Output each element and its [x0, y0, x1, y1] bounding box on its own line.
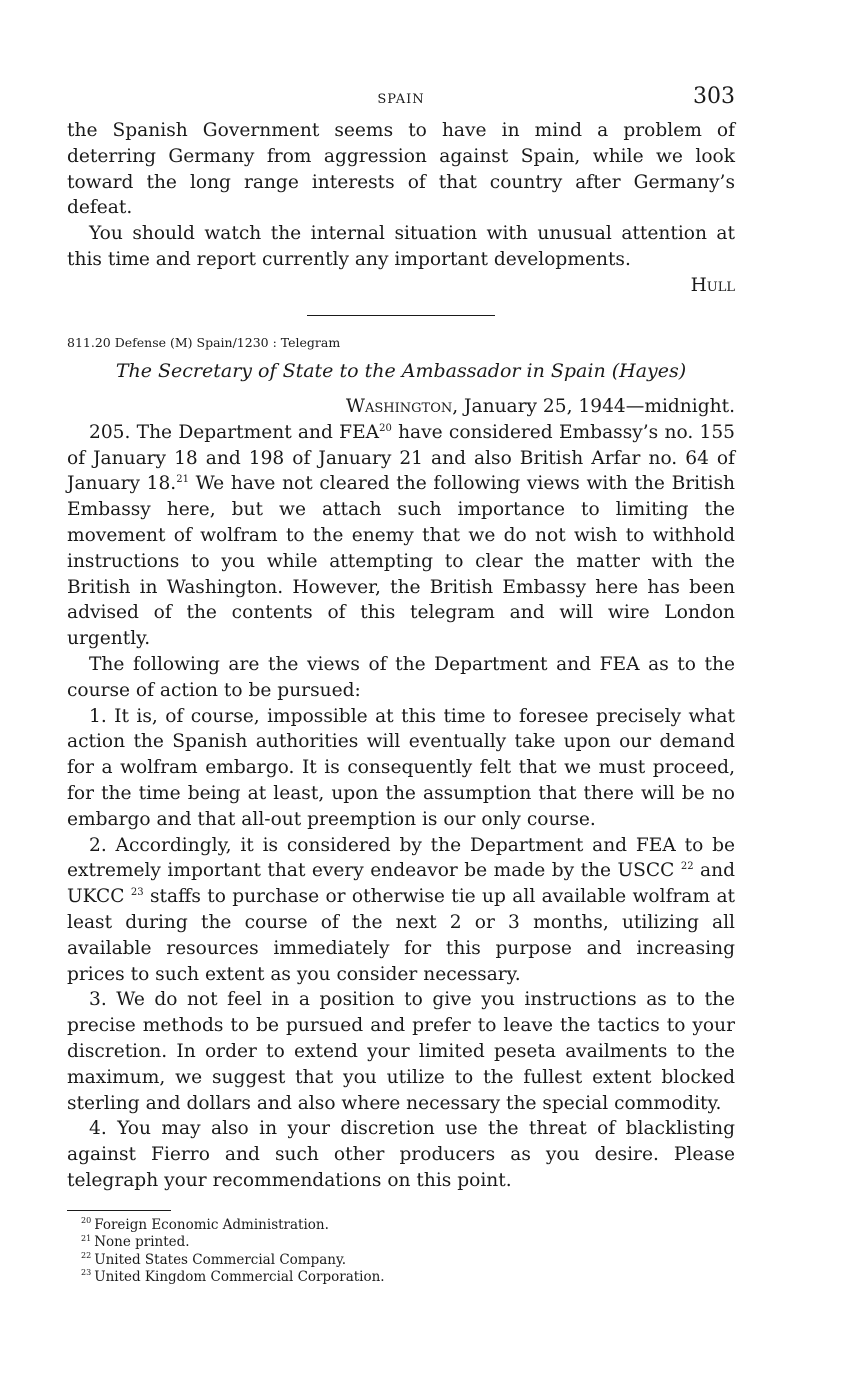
paragraph: The following are the views of the Department and FEA as to the course of action to be pursued: — [67, 653, 735, 701]
footnote-marker: 21 — [81, 1233, 92, 1243]
footnote-ref: 20 — [379, 422, 392, 434]
text-run: have considered Embassy’s no. 155 of January 18 and 198 of January 21 and also British Arfar no. 64 of January 18. — [67, 421, 735, 495]
text-run: staffs to purchase or otherwise tie up all available wolfram at least during the course of the next 2 or 3 months, utilizing all available resources immediately for this purpose and increasing prices to such extent as you consider necessary. — [67, 886, 735, 985]
paragraph — [67, 420, 735, 652]
footnote-text: Foreign Economic Administration. — [94, 1216, 329, 1233]
text-run: We have not cleared the following views with the British Embassy here, but we attach such importance to limiting the movement of wolfram to the enemy that we do not wish to withhold instructions to you while attempting to clear the matter with the British in Washington. However, the British Embassy here has been advised of the contents of this telegram and will wire London urgently. — [67, 473, 735, 650]
document-page — [67, 84, 735, 1286]
footnote-text: United States Commercial Company. — [94, 1251, 347, 1268]
footnote-rule — [67, 1210, 171, 1211]
page-number: 303 — [693, 84, 735, 109]
text-run: 205. The Department and FEA — [89, 421, 380, 443]
dateline-place: Washington — [345, 395, 453, 417]
footnote-marker: 20 — [81, 1216, 92, 1226]
text-run: 2. Accordingly, it is considered by the Department and FEA to be extremely important that every endeavor be made by the USCC — [67, 834, 735, 882]
document-title: The Secretary of State to the Ambassador in Spain (Hayes) — [115, 359, 687, 382]
footnote-text: None printed. — [94, 1234, 190, 1251]
text-run: and UKCC — [67, 860, 736, 908]
footnote — [81, 1269, 735, 1286]
file-reference: 811.20 Defense (M) Spain/1230 : Telegram — [67, 334, 341, 350]
paragraph: 3. We do not feel in a position to give you instructions as to the precise methods to be pursued and prefer to leave the tactics to your discretion. In order to extend your limited peseta availments to the maximum, we suggest that you utilize to the fullest extent blocked sterling and dollars and also where necessary the special commodity. — [67, 989, 735, 1114]
running-header — [67, 84, 735, 118]
footnote-marker: 22 — [81, 1251, 92, 1260]
running-title: SPAIN — [377, 92, 425, 107]
dateline-date: , January 25, 1944—midnight. — [452, 395, 735, 417]
continued-paragraph: the Spanish Government seems to have in mind a problem of deterring Germany from aggression against Spain, while we look toward the long range interests of that country after Germany’s defeat. — [67, 120, 735, 219]
signature: Hull — [690, 274, 735, 296]
footnote-ref: 21 — [176, 474, 189, 486]
paragraph: 1. It is, of course, impossible at this time to foresee precisely what action the Spanish authorities will eventually take upon our demand for a wolfram embargo. It is consequently felt that we must proceed, for the time being at least, upon the assumption that there will be no embargo and that all-out preemption is our only course. — [67, 705, 735, 830]
section-divider — [307, 315, 495, 316]
dateline — [67, 394, 735, 420]
paragraph — [67, 833, 735, 988]
paragraph: You should watch the internal situation with unusual attention at this time and report currently any important developments. — [67, 223, 735, 270]
footnote-text: United Kingdom Commercial Corporation. — [94, 1268, 385, 1285]
footnote-ref: 22 — [680, 861, 694, 873]
paragraph: 4. You may also in your discretion use the threat of blacklisting against Fierro and such other producers as you desire. Please telegraph your recommendations on this point. — [67, 1118, 735, 1191]
footnote-marker: 23 — [81, 1268, 92, 1278]
footnote — [81, 1234, 735, 1251]
footnote-ref: 23 — [130, 886, 144, 898]
footnote — [81, 1252, 735, 1269]
footnote — [81, 1217, 735, 1234]
